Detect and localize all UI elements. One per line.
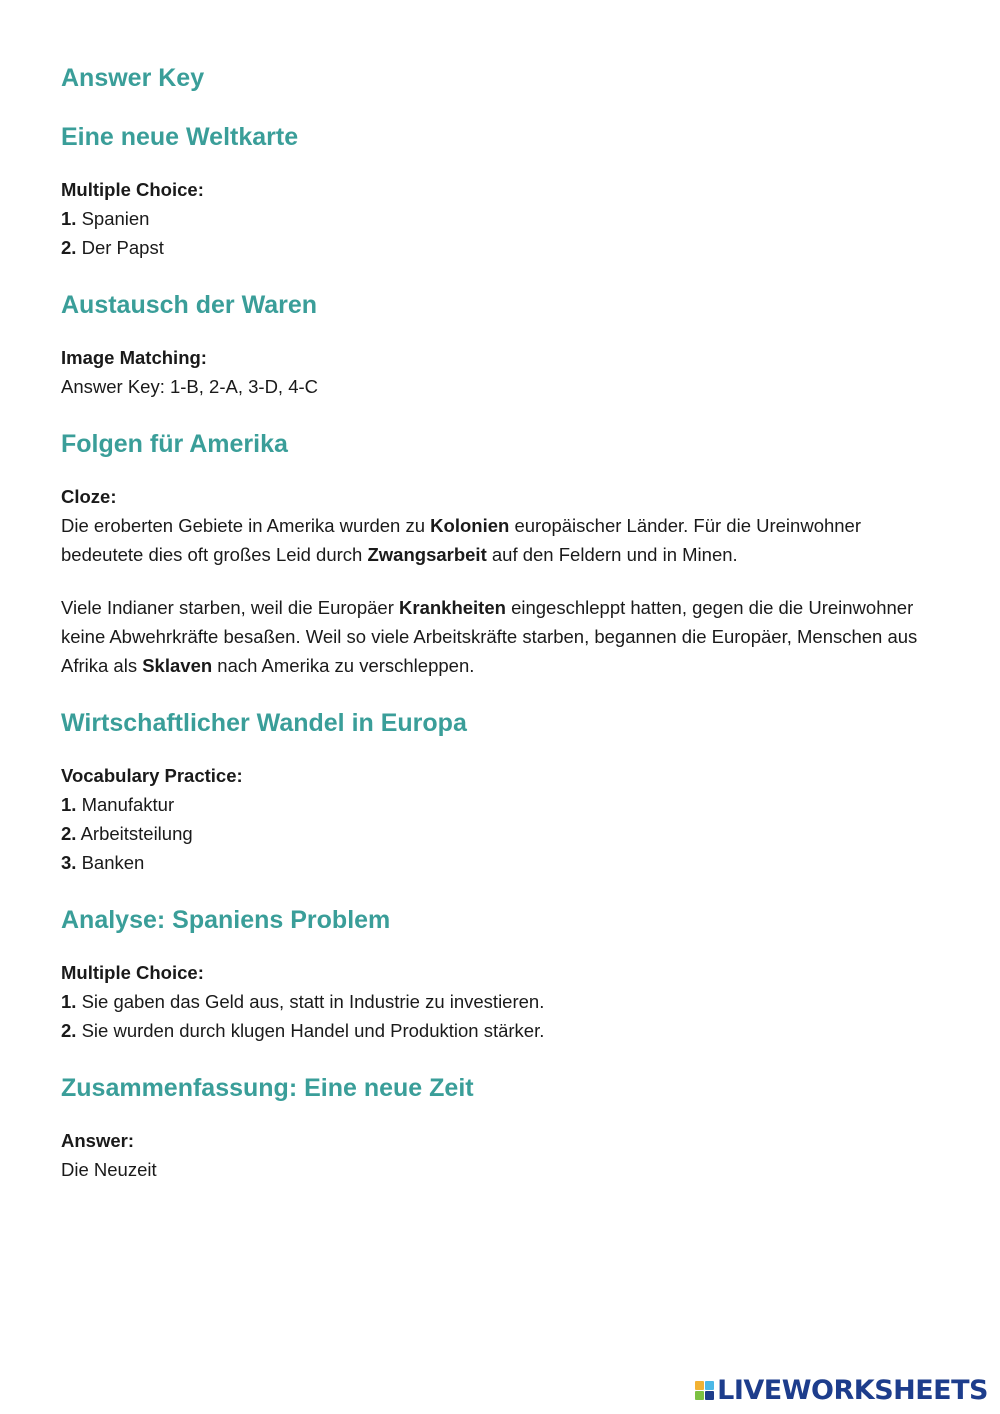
- section-zusammenfassung: [61, 1072, 941, 1184]
- section-heading: Austausch der Waren: [61, 291, 318, 319]
- answer-text: Sie gaben das Geld aus, statt in Industrie zu investieren.: [81, 991, 545, 1012]
- cloze-paragraph-2: [61, 593, 941, 680]
- liveworksheets-logo-icon: [695, 1381, 714, 1400]
- answer-number: 3.: [61, 852, 77, 873]
- answer-text: Der Papst: [81, 237, 164, 258]
- question-type-label: Multiple Choice:: [61, 962, 204, 983]
- section-analyse-spaniens-problem: [61, 904, 941, 1045]
- page-title: Answer Key: [61, 64, 205, 92]
- cloze-paragraph-1: [61, 511, 941, 569]
- cloze-answer: Sklaven: [142, 655, 213, 676]
- section-heading: Wirtschaftlicher Wandel in Europa: [61, 709, 467, 737]
- question-type-label: Image Matching:: [61, 347, 207, 368]
- answer-text: Manufaktur: [81, 794, 175, 815]
- answer-text: Answer Key: 1-B, 2-A, 3-D, 4-C: [61, 376, 319, 397]
- question-type-label: Answer:: [61, 1130, 134, 1151]
- cloze-answer: Zwangsarbeit: [367, 544, 487, 565]
- answer-number: 1.: [61, 794, 77, 815]
- liveworksheets-logo: [695, 1375, 988, 1406]
- answer-item: [61, 233, 941, 262]
- answer-text: Sie wurden durch klugen Handel und Produktion stärker.: [81, 1020, 545, 1041]
- answer-item: [61, 848, 941, 877]
- answer-text: Die Neuzeit: [61, 1159, 157, 1180]
- answer-item: [61, 790, 941, 819]
- answer-text: Arbeitsteilung: [80, 823, 193, 844]
- liveworksheets-brand-text: LIVEWORKSHEETS: [717, 1375, 988, 1406]
- cloze-text: Die eroberten Gebiete in Amerika wurden zu: [61, 515, 431, 536]
- cloze-text: auf den Feldern und in Minen.: [486, 544, 738, 565]
- answer-item: [61, 1016, 941, 1045]
- cloze-text: nach Amerika zu verschleppen.: [212, 655, 475, 676]
- logo-square: [695, 1381, 704, 1390]
- question-type-label: Multiple Choice:: [61, 179, 204, 200]
- answer-number: 2.: [61, 237, 77, 258]
- cloze-answer: Kolonien: [430, 515, 510, 536]
- answer-text: Banken: [81, 852, 145, 873]
- answer-key-document: [61, 62, 941, 1184]
- cloze-answer: Krankheiten: [399, 597, 506, 618]
- answer-number: 1.: [61, 208, 77, 229]
- logo-square: [705, 1381, 714, 1390]
- section-austausch-der-waren: [61, 289, 941, 401]
- section-wirtschaftlicher-wandel: [61, 707, 941, 877]
- answer-item: [61, 819, 941, 848]
- section-heading: Zusammenfassung: Eine neue Zeit: [61, 1074, 474, 1102]
- section-heading: Eine neue Weltkarte: [61, 123, 299, 151]
- cloze-text: Viele Indianer starben, weil die Europäer: [61, 597, 400, 618]
- answer-item: [61, 987, 941, 1016]
- cloze-text: eingeschleppt hatten, gegen die die Ureinwohner keine Abwehrkräfte besaßen. Weil so viele Arbeitskräfte starben, begannen die Europäer, Menschen aus Afrika als: [61, 597, 918, 676]
- section-heading: Folgen für Amerika: [61, 430, 288, 458]
- logo-square: [695, 1391, 704, 1400]
- answer-text: Spanien: [81, 208, 150, 229]
- logo-square: [705, 1391, 714, 1400]
- answer-number: 1.: [61, 991, 77, 1012]
- question-type-label: Vocabulary Practice:: [61, 765, 243, 786]
- cloze-text: europäischer Länder. Für die Ureinwohner bedeutete dies oft großes Leid durch: [61, 515, 862, 565]
- section-eine-neue-weltkarte: [61, 121, 941, 262]
- answer-number: 2.: [61, 823, 77, 844]
- section-folgen-fuer-amerika: [61, 428, 941, 680]
- section-heading: Analyse: Spaniens Problem: [61, 906, 391, 934]
- question-type-label: Cloze:: [61, 486, 117, 507]
- answer-number: 2.: [61, 1020, 77, 1041]
- answer-item: [61, 204, 941, 233]
